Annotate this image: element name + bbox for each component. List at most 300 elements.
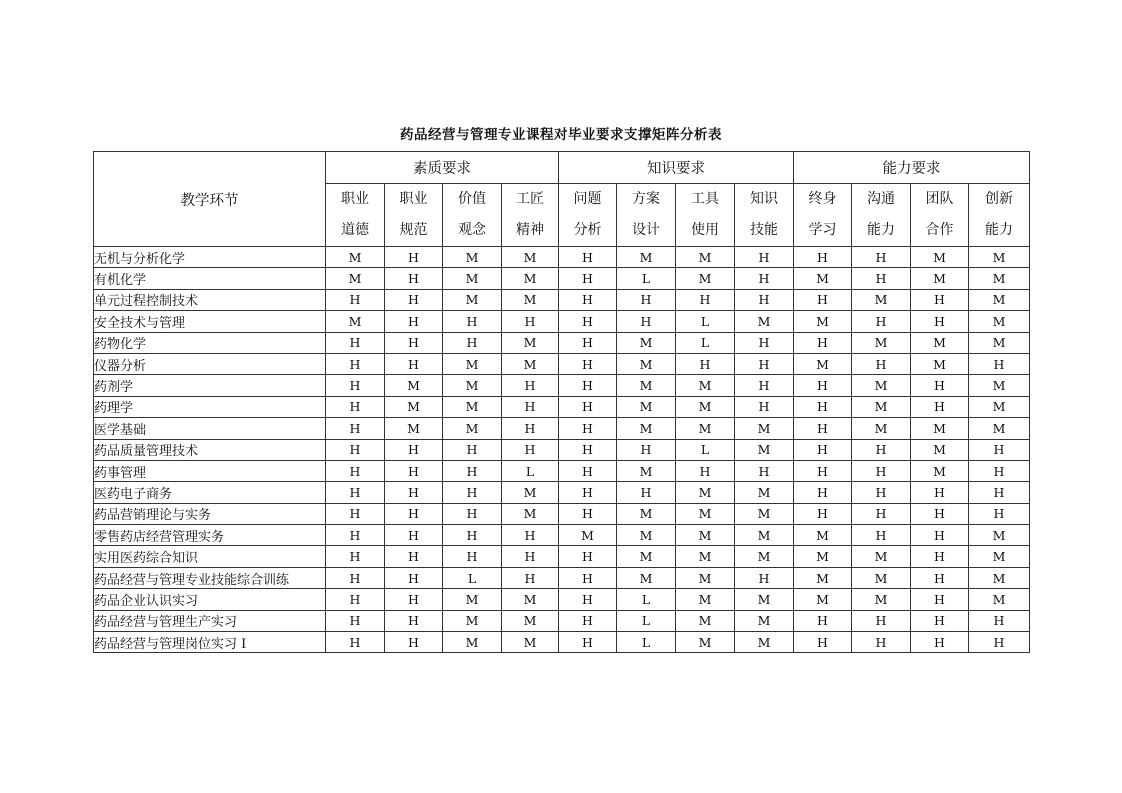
course-name: 药品经营与管理专业技能综合训练: [94, 567, 326, 588]
support-level-cell: H: [385, 567, 443, 588]
support-level-cell: M: [502, 289, 559, 310]
support-level-cell: M: [502, 610, 559, 631]
support-level-cell: H: [559, 375, 617, 396]
support-level-cell: M: [502, 589, 559, 610]
support-level-cell: M: [969, 567, 1030, 588]
support-level-cell: H: [502, 525, 559, 546]
support-level-cell: M: [794, 589, 852, 610]
support-level-cell: H: [502, 396, 559, 417]
column-header-line: 团队: [925, 191, 954, 207]
support-level-cell: H: [794, 289, 852, 310]
support-level-cell: H: [969, 482, 1030, 503]
support-level-cell: M: [676, 525, 735, 546]
support-level-cell: M: [443, 247, 502, 268]
support-level-cell: H: [559, 353, 617, 374]
support-level-cell: H: [969, 610, 1030, 631]
support-level-cell: H: [852, 268, 911, 289]
support-level-cell: H: [559, 396, 617, 417]
support-level-cell: H: [969, 439, 1030, 460]
column-header: [852, 184, 911, 247]
support-level-cell: H: [559, 546, 617, 567]
support-level-cell: H: [911, 589, 969, 610]
support-level-cell: H: [326, 632, 385, 653]
support-level-cell: M: [617, 247, 676, 268]
support-level-cell: M: [911, 268, 969, 289]
column-header: [385, 184, 443, 247]
support-level-cell: M: [735, 525, 794, 546]
support-level-cell: H: [502, 375, 559, 396]
course-name: 药品经营与管理岗位实习 I: [94, 632, 326, 653]
support-level-cell: H: [676, 353, 735, 374]
table-row: [94, 525, 1030, 546]
support-level-cell: H: [443, 439, 502, 460]
support-level-cell: M: [326, 247, 385, 268]
column-header-line: 职业: [399, 191, 428, 207]
support-level-cell: H: [559, 610, 617, 631]
support-level-cell: M: [794, 268, 852, 289]
course-name: 药品企业认识实习: [94, 589, 326, 610]
column-header-line: 技能: [750, 222, 778, 238]
support-level-cell: H: [385, 525, 443, 546]
support-level-cell: M: [735, 439, 794, 460]
support-level-cell: M: [617, 546, 676, 567]
column-header-line: 能力: [867, 222, 895, 238]
course-name: 药物化学: [94, 332, 326, 353]
support-level-cell: M: [502, 503, 559, 524]
table-row: [94, 268, 1030, 289]
table-row: [94, 247, 1030, 268]
column-header-line: 学习: [808, 222, 837, 238]
support-level-cell: H: [617, 482, 676, 503]
support-level-cell: H: [969, 353, 1030, 374]
column-header-line: 问题: [573, 191, 602, 207]
support-level-cell: M: [911, 439, 969, 460]
column-header: [443, 184, 502, 247]
support-level-cell: H: [911, 546, 969, 567]
column-header-line: 分析: [573, 222, 602, 238]
support-level-cell: H: [326, 546, 385, 567]
support-level-cell: H: [502, 439, 559, 460]
support-level-cell: H: [911, 525, 969, 546]
table-row: [94, 375, 1030, 396]
support-level-cell: M: [617, 503, 676, 524]
support-level-cell: H: [385, 311, 443, 332]
course-name: 安全技术与管理: [94, 311, 326, 332]
support-level-cell: M: [617, 332, 676, 353]
group-header-row: [94, 152, 1030, 184]
support-level-cell: H: [326, 439, 385, 460]
support-level-cell: M: [443, 353, 502, 374]
support-level-cell: H: [852, 439, 911, 460]
support-level-cell: M: [443, 268, 502, 289]
support-level-cell: H: [735, 460, 794, 481]
support-level-cell: M: [852, 418, 911, 439]
support-level-cell: H: [911, 289, 969, 310]
support-level-cell: H: [502, 418, 559, 439]
support-level-cell: M: [735, 632, 794, 653]
support-level-cell: M: [676, 418, 735, 439]
column-header-line: 职业: [341, 191, 369, 207]
course-name: 药品经营与管理生产实习: [94, 610, 326, 631]
column-header: [559, 184, 617, 247]
support-level-cell: H: [911, 375, 969, 396]
support-level-cell: H: [735, 567, 794, 588]
support-level-cell: M: [502, 332, 559, 353]
support-level-cell: H: [794, 375, 852, 396]
support-level-cell: M: [911, 247, 969, 268]
support-level-cell: M: [502, 268, 559, 289]
course-name: 无机与分析化学: [94, 247, 326, 268]
support-level-cell: M: [852, 546, 911, 567]
support-level-cell: M: [617, 567, 676, 588]
table-row: [94, 418, 1030, 439]
course-name: 仪器分析: [94, 353, 326, 374]
support-level-cell: M: [852, 332, 911, 353]
support-level-cell: M: [326, 268, 385, 289]
support-level-cell: M: [735, 311, 794, 332]
support-level-cell: M: [735, 482, 794, 503]
support-level-cell: M: [794, 311, 852, 332]
support-level-cell: H: [385, 482, 443, 503]
column-header: [735, 184, 794, 247]
column-header-line: 合作: [925, 222, 954, 238]
support-level-cell: M: [852, 567, 911, 588]
support-level-cell: M: [794, 546, 852, 567]
table-row: [94, 460, 1030, 481]
column-header-line: 知识: [750, 191, 778, 207]
matrix-body: [94, 247, 1030, 653]
support-level-cell: H: [735, 289, 794, 310]
support-level-cell: M: [385, 418, 443, 439]
support-level-cell: H: [852, 482, 911, 503]
support-level-cell: H: [559, 268, 617, 289]
support-level-cell: H: [735, 353, 794, 374]
column-header: [794, 184, 852, 247]
support-level-cell: H: [794, 439, 852, 460]
support-level-cell: H: [559, 439, 617, 460]
column-header-line: 能力: [985, 222, 1013, 238]
support-level-cell: M: [502, 632, 559, 653]
support-level-cell: H: [326, 525, 385, 546]
group-header-knowledge: 知识要求: [559, 152, 794, 184]
course-name: 实用医药综合知识: [94, 546, 326, 567]
column-header: [911, 184, 969, 247]
column-header-line: 创新: [985, 191, 1013, 207]
support-level-cell: H: [385, 589, 443, 610]
support-level-cell: H: [326, 610, 385, 631]
support-level-cell: H: [852, 247, 911, 268]
support-level-cell: H: [794, 632, 852, 653]
support-level-cell: M: [617, 525, 676, 546]
support-level-cell: H: [794, 460, 852, 481]
support-level-cell: M: [385, 375, 443, 396]
support-level-cell: M: [502, 247, 559, 268]
support-level-cell: M: [794, 567, 852, 588]
support-level-cell: M: [735, 546, 794, 567]
support-level-cell: H: [617, 289, 676, 310]
column-header-line: 工匠: [516, 191, 544, 207]
support-level-cell: M: [676, 589, 735, 610]
support-level-cell: M: [326, 311, 385, 332]
course-name: 零售药店经营管理实务: [94, 525, 326, 546]
support-level-cell: M: [676, 503, 735, 524]
support-level-cell: H: [502, 546, 559, 567]
support-level-cell: H: [794, 610, 852, 631]
support-level-cell: M: [502, 353, 559, 374]
support-level-cell: H: [326, 460, 385, 481]
column-header: [676, 184, 735, 247]
support-level-cell: M: [969, 396, 1030, 417]
support-level-cell: H: [911, 311, 969, 332]
table-row: [94, 546, 1030, 567]
support-level-cell: H: [559, 503, 617, 524]
support-level-cell: H: [735, 247, 794, 268]
support-level-cell: M: [443, 589, 502, 610]
course-name: 医药电子商务: [94, 482, 326, 503]
table-row: [94, 332, 1030, 353]
support-level-cell: H: [326, 567, 385, 588]
support-level-cell: H: [911, 567, 969, 588]
support-level-cell: M: [676, 396, 735, 417]
support-level-cell: M: [676, 268, 735, 289]
support-level-cell: H: [676, 460, 735, 481]
support-level-cell: M: [502, 482, 559, 503]
support-level-cell: H: [443, 311, 502, 332]
column-header-line: 精神: [516, 222, 544, 238]
support-level-cell: H: [852, 460, 911, 481]
support-level-cell: H: [443, 525, 502, 546]
support-level-cell: M: [676, 632, 735, 653]
support-level-cell: H: [385, 332, 443, 353]
support-level-cell: L: [617, 268, 676, 289]
course-name: 有机化学: [94, 268, 326, 289]
table-row: [94, 311, 1030, 332]
support-level-cell: H: [502, 311, 559, 332]
support-level-cell: H: [443, 546, 502, 567]
support-level-cell: H: [443, 332, 502, 353]
support-level-cell: M: [617, 353, 676, 374]
support-level-cell: H: [559, 311, 617, 332]
support-level-cell: H: [969, 460, 1030, 481]
support-level-cell: H: [559, 289, 617, 310]
column-header-line: 工具: [691, 191, 719, 207]
support-level-cell: H: [559, 482, 617, 503]
support-level-cell: H: [911, 396, 969, 417]
support-level-cell: M: [969, 247, 1030, 268]
support-level-cell: M: [969, 289, 1030, 310]
support-level-cell: L: [617, 589, 676, 610]
support-level-cell: M: [617, 460, 676, 481]
table-row: [94, 632, 1030, 653]
support-level-cell: H: [852, 610, 911, 631]
support-level-cell: M: [443, 632, 502, 653]
course-name: 药品质量管理技术: [94, 439, 326, 460]
column-header-line: 沟通: [867, 191, 895, 207]
table-row: [94, 589, 1030, 610]
column-header-line: 设计: [632, 222, 660, 238]
support-level-cell: H: [969, 503, 1030, 524]
support-level-cell: M: [969, 525, 1030, 546]
support-level-cell: M: [969, 589, 1030, 610]
table-row: [94, 610, 1030, 631]
column-header-line: 观念: [458, 222, 486, 238]
support-level-cell: M: [852, 589, 911, 610]
support-level-cell: M: [617, 375, 676, 396]
column-header: [969, 184, 1030, 247]
support-level-cell: H: [385, 632, 443, 653]
support-level-cell: H: [911, 482, 969, 503]
support-level-cell: M: [735, 418, 794, 439]
support-level-cell: H: [326, 353, 385, 374]
support-level-cell: H: [559, 460, 617, 481]
support-level-cell: M: [969, 546, 1030, 567]
support-level-cell: L: [502, 460, 559, 481]
column-header: [617, 184, 676, 247]
support-level-cell: H: [676, 289, 735, 310]
support-level-cell: H: [911, 632, 969, 653]
support-level-cell: M: [911, 353, 969, 374]
support-level-cell: M: [443, 610, 502, 631]
support-level-cell: H: [735, 268, 794, 289]
support-level-cell: H: [385, 610, 443, 631]
support-level-cell: H: [794, 482, 852, 503]
support-level-cell: H: [326, 396, 385, 417]
support-level-cell: H: [385, 460, 443, 481]
support-level-cell: H: [443, 503, 502, 524]
page-title: 药品经营与管理专业课程对毕业要求支撑矩阵分析表: [400, 127, 722, 143]
support-level-cell: M: [617, 418, 676, 439]
column-header-line: 规范: [399, 222, 428, 238]
support-level-cell: H: [326, 332, 385, 353]
support-level-cell: H: [794, 503, 852, 524]
support-level-cell: H: [326, 375, 385, 396]
support-level-cell: H: [852, 503, 911, 524]
support-level-cell: M: [443, 375, 502, 396]
support-level-cell: H: [326, 418, 385, 439]
support-level-cell: M: [676, 482, 735, 503]
support-level-cell: H: [617, 439, 676, 460]
table-row: [94, 439, 1030, 460]
course-name: 药理学: [94, 396, 326, 417]
group-header-quality: 素质要求: [326, 152, 559, 184]
support-level-cell: L: [676, 311, 735, 332]
support-level-cell: H: [794, 396, 852, 417]
support-level-cell: M: [676, 610, 735, 631]
support-level-cell: H: [559, 247, 617, 268]
support-level-cell: H: [385, 503, 443, 524]
teaching-link-header: 教学环节: [94, 152, 326, 247]
support-level-cell: M: [911, 460, 969, 481]
support-level-cell: M: [969, 418, 1030, 439]
support-level-cell: H: [385, 268, 443, 289]
support-level-cell: H: [326, 503, 385, 524]
support-level-cell: M: [969, 311, 1030, 332]
column-header-line: 方案: [632, 191, 660, 207]
support-level-cell: L: [676, 439, 735, 460]
support-level-cell: M: [735, 503, 794, 524]
support-level-cell: H: [794, 418, 852, 439]
support-level-cell: H: [852, 525, 911, 546]
support-level-cell: M: [852, 289, 911, 310]
support-level-cell: H: [852, 311, 911, 332]
table-row: [94, 567, 1030, 588]
support-level-cell: M: [676, 546, 735, 567]
support-level-cell: H: [735, 375, 794, 396]
course-name: 单元过程控制技术: [94, 289, 326, 310]
course-name: 药剂学: [94, 375, 326, 396]
table-row: [94, 503, 1030, 524]
support-level-cell: M: [385, 396, 443, 417]
support-level-cell: M: [852, 375, 911, 396]
support-level-cell: H: [502, 567, 559, 588]
support-level-cell: H: [735, 396, 794, 417]
support-level-cell: M: [676, 247, 735, 268]
support-level-cell: H: [385, 353, 443, 374]
table-row: [94, 289, 1030, 310]
support-level-cell: H: [735, 332, 794, 353]
support-level-cell: H: [794, 247, 852, 268]
support-level-cell: M: [735, 589, 794, 610]
support-level-cell: H: [559, 332, 617, 353]
column-header: [502, 184, 559, 247]
support-level-cell: H: [559, 589, 617, 610]
support-level-cell: M: [735, 610, 794, 631]
support-level-cell: M: [794, 353, 852, 374]
support-level-cell: L: [617, 632, 676, 653]
support-level-cell: H: [559, 418, 617, 439]
support-level-cell: H: [852, 632, 911, 653]
support-level-cell: M: [676, 375, 735, 396]
support-level-cell: H: [443, 482, 502, 503]
support-level-cell: M: [969, 332, 1030, 353]
support-level-cell: M: [676, 567, 735, 588]
support-level-cell: H: [385, 439, 443, 460]
column-header-line: 使用: [691, 222, 719, 238]
support-level-cell: M: [969, 375, 1030, 396]
group-header-ability: 能力要求: [794, 152, 1030, 184]
column-header: [326, 184, 385, 247]
support-level-cell: L: [617, 610, 676, 631]
support-level-cell: H: [911, 610, 969, 631]
support-level-cell: H: [385, 546, 443, 567]
support-level-cell: M: [969, 268, 1030, 289]
support-level-cell: H: [969, 632, 1030, 653]
support-level-cell: M: [617, 396, 676, 417]
support-level-cell: M: [911, 332, 969, 353]
support-level-cell: H: [794, 332, 852, 353]
column-header-line: 价值: [458, 191, 486, 207]
support-level-cell: M: [443, 396, 502, 417]
support-level-cell: H: [443, 460, 502, 481]
support-level-cell: L: [443, 567, 502, 588]
column-header-line: 道德: [341, 222, 369, 238]
support-level-cell: H: [852, 353, 911, 374]
support-level-cell: H: [911, 503, 969, 524]
support-level-cell: H: [385, 247, 443, 268]
course-name: 医学基础: [94, 418, 326, 439]
support-level-cell: M: [852, 396, 911, 417]
table-row: [94, 396, 1030, 417]
support-level-cell: H: [559, 567, 617, 588]
support-matrix-table: [93, 151, 1030, 653]
course-name: 药品营销理论与实务: [94, 503, 326, 524]
support-level-cell: M: [443, 289, 502, 310]
table-row: [94, 482, 1030, 503]
support-level-cell: L: [676, 332, 735, 353]
support-level-cell: H: [326, 482, 385, 503]
support-level-cell: H: [326, 289, 385, 310]
support-level-cell: M: [443, 418, 502, 439]
